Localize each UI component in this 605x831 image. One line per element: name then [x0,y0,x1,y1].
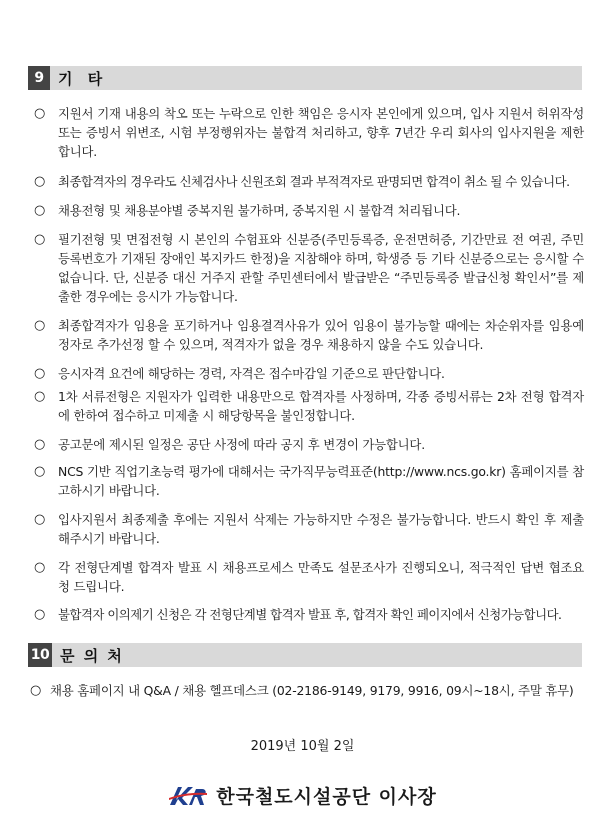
list-item [34,364,584,383]
issue-date: 2019년 10월 2일 [250,739,355,754]
list-item [34,172,584,191]
list-item [34,510,584,548]
bullet-icon: ○ [34,318,46,333]
item-text: 지원서 기재 내용의 착오 또는 누락으로 인한 책임은 응시자 본인에게 있으며, 입사 지원서 허위작성 또는 증빙서 위변조, 시험 부정행위자는 불합격 처리하고, 향후 7년간 우리 회사의 입사지원을 제한합니다. [58,106,584,159]
item-text: 공고문에 제시된 일정은 공단 사정에 따라 공지 후 변경이 가능합니다. [58,437,425,452]
organization-name: 한국철도시설공단 이사장 [216,786,437,808]
list-item [34,462,584,500]
bullet-icon: ○ [30,683,42,698]
bullet-icon: ○ [34,106,46,121]
contact-text: 채용 홈페이지 내 Q&A / 채용 헬프데스크 (02-2186-9149, 9179, 9916, 09시~18시, 주말 휴무) [50,683,574,698]
bullet-icon: ○ [34,203,46,218]
bullet-icon: ○ [34,366,46,381]
item-text: 채용전형 및 채용분야별 중복지원 불가하며, 중복지원 시 불합격 처리됩니다. [58,203,461,218]
bullet-icon: ○ [34,437,46,452]
bullet-icon: ○ [34,232,46,247]
organization-signature [0,782,605,809]
item-text: 응시자격 요건에 해당하는 경력, 자격은 접수마감일 기준으로 판단합니다. [58,366,445,381]
section-10-title: 문 의 처 [60,646,123,665]
kr-logo-icon [168,783,208,809]
bullet-icon: ○ [34,607,46,622]
list-item [34,387,584,425]
bullet-icon: ○ [34,464,46,479]
list-item [34,316,584,354]
list-item [34,230,584,306]
bullet-icon: ○ [34,560,46,575]
list-item [30,681,580,700]
section-9-header [28,66,582,90]
item-text: 필기전형 및 면접전형 시 본인의 수험표와 신분증(주민등록증, 운전면허증, 기간만료 전 여권, 주민등록번호가 기재된 장애인 복지카드 한정)을 지참해야 하며, 학생증 등 기타 신분증으로는 응시할 수 없습니다. 단, 신분증 대신 거주지 관할 주민센터에서 발급받은 “주민등록증 발급신청 확인서”를 제출한 경우에는 응시가 가능합니다. [58,232,584,304]
item-text: 입사지원서 최종제출 후에는 지원서 삭제는 가능하지만 수정은 불가능합니다. 반드시 확인 후 제출해주시기 바랍니다. [58,512,584,546]
item-text: 불합격자 이의제기 신청은 각 전형단계별 합격자 발표 후, 합격자 확인 페이지에서 신청가능합니다. [58,607,562,622]
section-9-number: 9 [28,66,50,90]
list-item [34,605,584,624]
item-text: 최종합격자가 임용을 포기하거나 임용결격사유가 있어 임용이 불가능할 때에는 차순위자를 임용예정자로 추가선정 할 수 있으며, 적격자가 없을 경우 채용하지 않을 수도 있습니다. [58,318,584,352]
bullet-icon: ○ [34,389,46,404]
section-10-header [28,643,582,667]
section-10-number: 10 [28,643,52,667]
list-item [34,435,584,454]
item-text: NCS 기반 직업기초능력 평가에 대해서는 국가직무능력표준(http://www.ncs.go.kr) 홈페이지를 참고하시기 바랍니다. [58,464,584,498]
bullet-icon: ○ [34,512,46,527]
bullet-icon: ○ [34,174,46,189]
list-item [34,104,584,161]
item-text: 최종합격자의 경우라도 신체검사나 신원조회 결과 부적격자로 판명되면 합격이 취소 될 수 있습니다. [58,174,570,189]
list-item [34,558,584,596]
item-text: 각 전형단계별 합격자 발표 시 채용프로세스 만족도 설문조사가 진행되오니, 적극적인 답변 협조요청 드립니다. [58,560,584,594]
section-9-title: 기 타 [58,69,104,88]
list-item [34,201,584,220]
item-text: 1차 서류전형은 지원자가 입력한 내용만으로 합격자를 사정하며, 각종 증빙서류는 2차 전형 합격자에 한하여 접수하고 미제출 시 해당항목을 불인정합니다. [58,389,584,423]
